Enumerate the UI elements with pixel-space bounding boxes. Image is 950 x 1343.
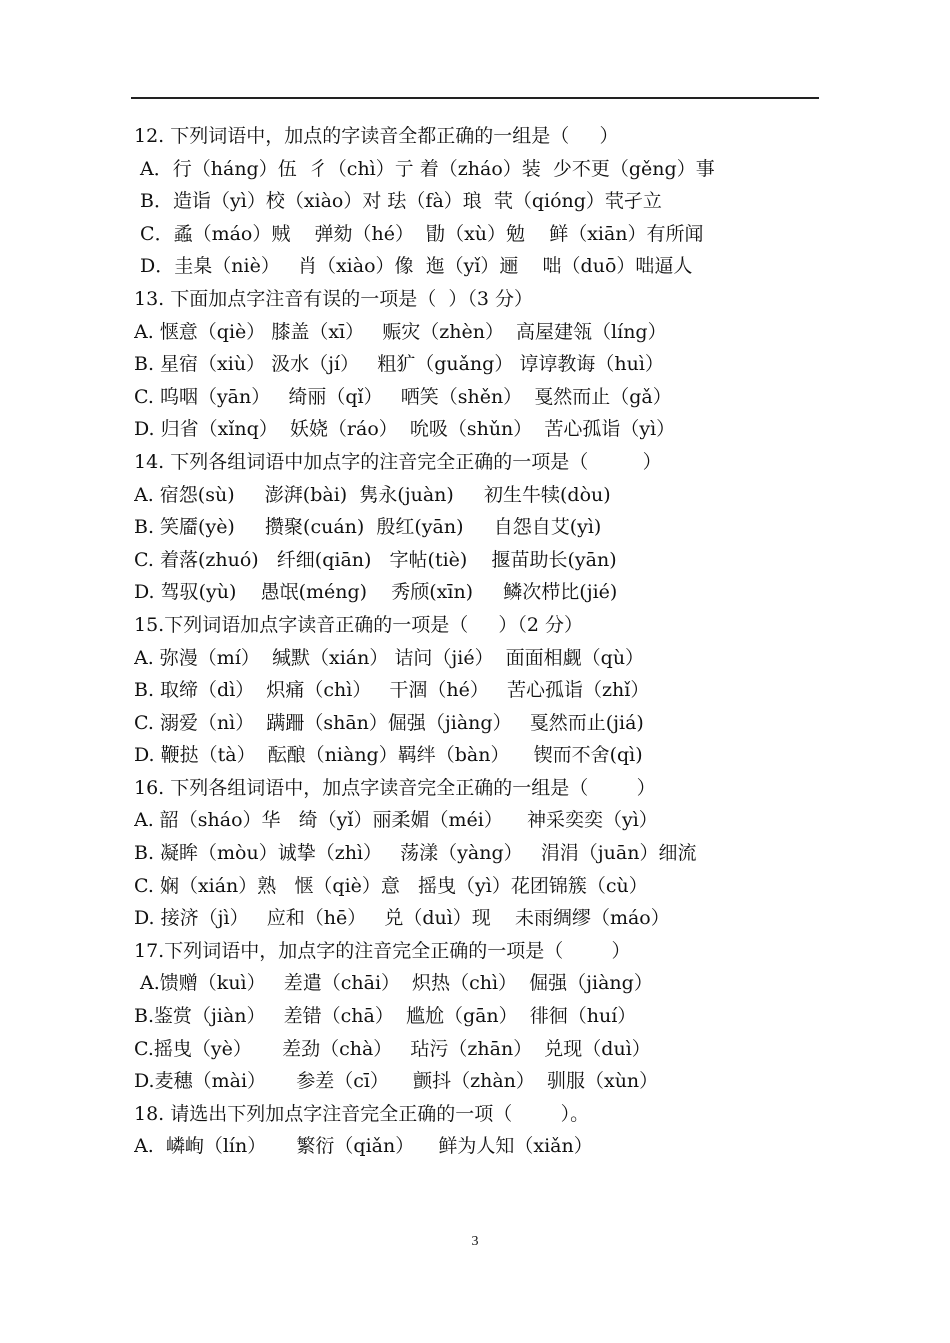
page-number: 3: [471, 1234, 479, 1249]
question-stem: 15.下列词语加点字读音正确的一项是（ ）（2 分）: [134, 613, 584, 636]
option-d: D．圭臬（niè） 肖（xiào）像 迤（yǐ）逦 咄（duō）咄逼人: [134, 255, 693, 278]
option-c: C. 溺爱（nì） 蹒跚（shān）倔强（jiàng） 戛然而止(jiá): [134, 711, 644, 734]
option-a: A. 韶（sháo）华 绮（yǐ）丽柔媚（méi） 神采奕奕（yì）: [134, 809, 658, 832]
header-rule: [131, 97, 819, 99]
question-stem: 17.下列词语中，加点字的注音完全正确的一项是（ ）: [134, 939, 631, 962]
question-stem: 13. 下面加点字注音有误的一项是（ ）（3 分）: [134, 287, 533, 310]
option-d: D. 接济（jì） 应和（hē） 兑（duì）现 未雨绸缪（máo）: [134, 907, 670, 930]
question-18: [134, 1098, 824, 1163]
option-a: A. 弥漫（mí） 缄默（xián） 诘问（jié） 面面相觑（qù）: [134, 646, 645, 669]
question-16: [134, 772, 824, 935]
option-d: D.麦穗（mài） 参差（cī） 颤抖（zhàn） 驯服（xùn）: [134, 1070, 659, 1093]
question-list: [134, 120, 824, 1163]
option-c: C. 着落(zhuó) 纤细(qiān) 字帖(tiè) 揠苗助长(yān): [134, 548, 617, 571]
question-12: [134, 120, 824, 283]
question-14: [134, 446, 824, 609]
option-a: A．行（háng）伍 彳（chì）亍 着（zháo）装 少不更（gěng）事: [134, 157, 715, 180]
option-a: A. 惬意（qiè） 膝盖（xī） 赈灾（zhèn） 高屋建瓴（líng）: [134, 320, 667, 343]
option-d: D. 鞭挞（tà） 酝酿（niàng）羁绊（bàn） 锲而不舍(qì): [134, 744, 643, 767]
option-c: C. 娴（xián）熟 惬（qiè）意 摇曳（yì）花团锦簇（cù）: [134, 874, 648, 897]
question-13: [134, 283, 824, 446]
option-a: A. 嶙峋（lín） 繁衍（qiǎn） 鲜为人知（xiǎn）: [134, 1135, 593, 1158]
question-17: [134, 935, 824, 1098]
option-b: B. 凝眸（mòu）诚挚（zhì） 荡漾（yàng） 涓涓（juān）细流: [134, 842, 697, 865]
option-b: B. 星宿（xiù） 汲水（jí） 粗犷（guǎng） 谆谆教诲（huì）: [134, 353, 664, 376]
question-stem: 18. 请选出下列加点字注音完全正确的一项（ ）。: [134, 1102, 590, 1125]
question-15: [134, 609, 824, 772]
option-d: D. 驾驭(yù) 愚氓(méng) 秀颀(xīn) 鳞次栉比(jié): [134, 581, 618, 604]
option-b: B．造诣（yì）校（xiào）对 珐（fà）琅 茕（qióng）茕孑立: [134, 190, 662, 213]
question-stem: 16. 下列各组词语中，加点字读音完全正确的一组是（ ）: [134, 776, 656, 799]
option-b: B.鉴赏（jiàn） 差错（chā） 尴尬（gān） 徘徊（huí）: [134, 1005, 637, 1028]
option-a: A.馈赠（kuì） 差遣（chāi） 炽热（chì） 倔强（jiàng）: [134, 972, 653, 995]
option-d: D. 归省（xǐnq） 妖娆（ráo） 吮吸（shǔn） 苦心孤诣（yì）: [134, 418, 676, 441]
option-a: A. 宿怨(sù) 澎湃(bài) 隽永(juàn) 初生牛犊(dòu): [134, 483, 611, 506]
question-stem: 14. 下列各组词语中加点字的注音完全正确的一项是（ ）: [134, 450, 662, 473]
option-c: C. 呜咽（yān） 绮丽（qǐ） 哂笑（shěn） 戛然而止（gǎ）: [134, 385, 672, 408]
option-c: C.摇曳（yè） 差劲（chà） 玷污（zhān） 兑现（duì）: [134, 1037, 651, 1060]
option-b: B. 笑靥(yè) 攒聚(cuán) 殷红(yān) 自怨自艾(yì): [134, 516, 602, 539]
option-b: B. 取缔（dì） 炽痛（chì） 干涸（hé） 苦心孤诣（zhǐ）: [134, 679, 650, 702]
option-c: C．蟊（máo）贼 弹劾（hé） 勖（xù）勉 鲜（xiān）有所闻: [134, 222, 704, 245]
question-stem: 12. 下列词语中，加点的字读音全都正确的一组是（ ）: [134, 125, 619, 147]
